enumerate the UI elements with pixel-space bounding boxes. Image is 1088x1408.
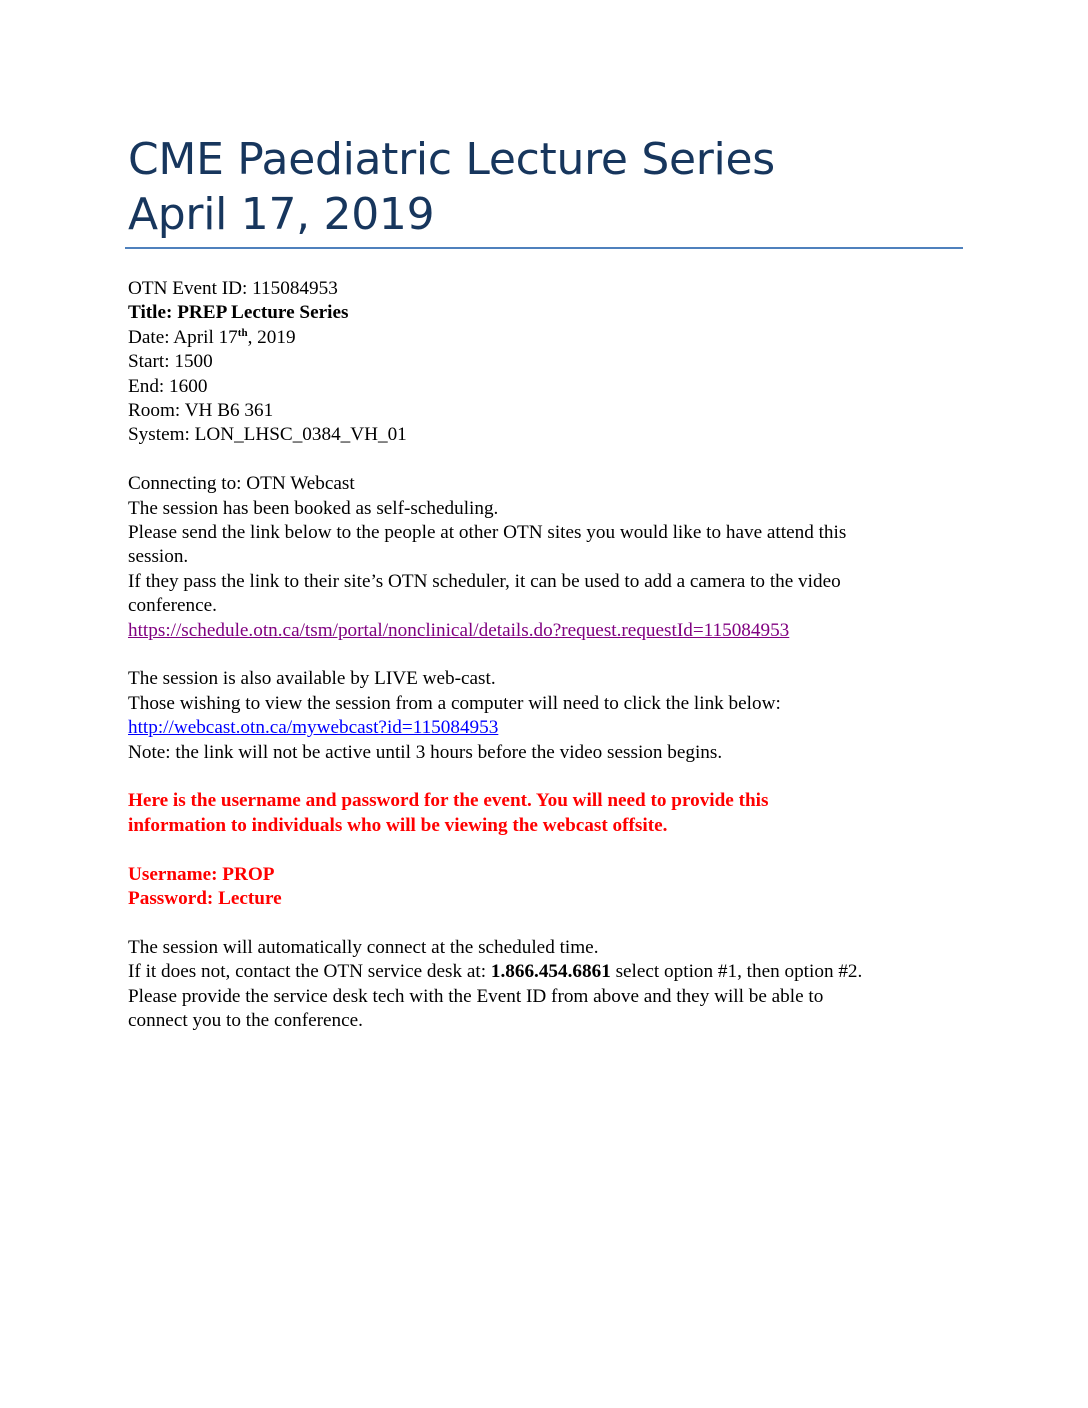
webcast-instructions: Those wishing to view the session from a computer will need to click the link below: <box>128 692 781 714</box>
service-desk-contact <box>128 960 968 984</box>
event-date <box>128 326 968 350</box>
schedule-link[interactable]: https://schedule.otn.ca/tsm/portal/nonclinical/details.do?request.requestId=115084953 <box>128 619 790 641</box>
spacer <box>128 448 968 472</box>
contact-suffix: select option #1, then option #2. <box>610 961 863 983</box>
username: Username: PROP <box>128 863 275 885</box>
page-title <box>128 132 964 242</box>
send-link-line-2: session. <box>128 546 189 568</box>
spacer <box>128 765 968 789</box>
event-date-ordinal: th <box>237 326 248 339</box>
booked-notice: The session has been booked as self-scheduling. <box>128 497 499 519</box>
event-title: Title: PREP Lecture Series <box>128 302 349 324</box>
password: Password: Lecture <box>128 888 282 910</box>
spacer <box>128 643 968 667</box>
pass-link-line-1: If they pass the link to their site’s OTN scheduler, it can be used to add a camera to the video <box>128 570 841 592</box>
title-underline-divider <box>125 247 963 249</box>
webcast-available: The session is also available by LIVE web-cast. <box>128 668 496 690</box>
webcast-note: Note: the link will not be active until 3 hours before the video session begins. <box>128 741 723 763</box>
credentials-notice-line-1: Here is the username and password for the event. You will need to provide this <box>128 790 769 812</box>
provide-event-id-line-1: Please provide the service desk tech with the Event ID from above and they will be able to <box>128 985 824 1007</box>
auto-connect-notice: The session will automatically connect at the scheduled time. <box>128 936 599 958</box>
spacer <box>128 912 968 936</box>
send-link-line-1: Please send the link below to the people at other OTN sites you would like to have attend this <box>128 522 847 544</box>
title-line-series: CME Paediatric Lecture Series <box>128 134 775 185</box>
title-line-date: April 17, 2019 <box>128 189 435 240</box>
credentials-notice-line-2: information to individuals who will be viewing the webcast offsite. <box>128 814 668 836</box>
spacer <box>128 838 968 862</box>
webcast-link[interactable]: http://webcast.otn.ca/mywebcast?id=115084953 <box>128 717 499 739</box>
contact-prefix: If it does not, contact the OTN service desk at: <box>128 961 491 983</box>
service-desk-phone: 1.866.454.6861 <box>490 961 611 983</box>
event-start: Start: 1500 <box>128 351 213 373</box>
event-date-suffix: , 2019 <box>247 326 296 348</box>
event-system: System: LON_LHSC_0384_VH_01 <box>128 424 407 446</box>
document-body <box>128 277 968 1034</box>
provide-event-id-line-2: connect you to the conference. <box>128 1010 363 1032</box>
pass-link-line-2: conference. <box>128 595 217 617</box>
event-id: OTN Event ID: 115084953 <box>128 278 338 299</box>
event-date-prefix: Date: April 17 <box>128 326 238 348</box>
connecting-to: Connecting to: OTN Webcast <box>128 473 355 495</box>
event-room: Room: VH B6 361 <box>128 400 274 422</box>
event-end: End: 1600 <box>128 375 208 397</box>
